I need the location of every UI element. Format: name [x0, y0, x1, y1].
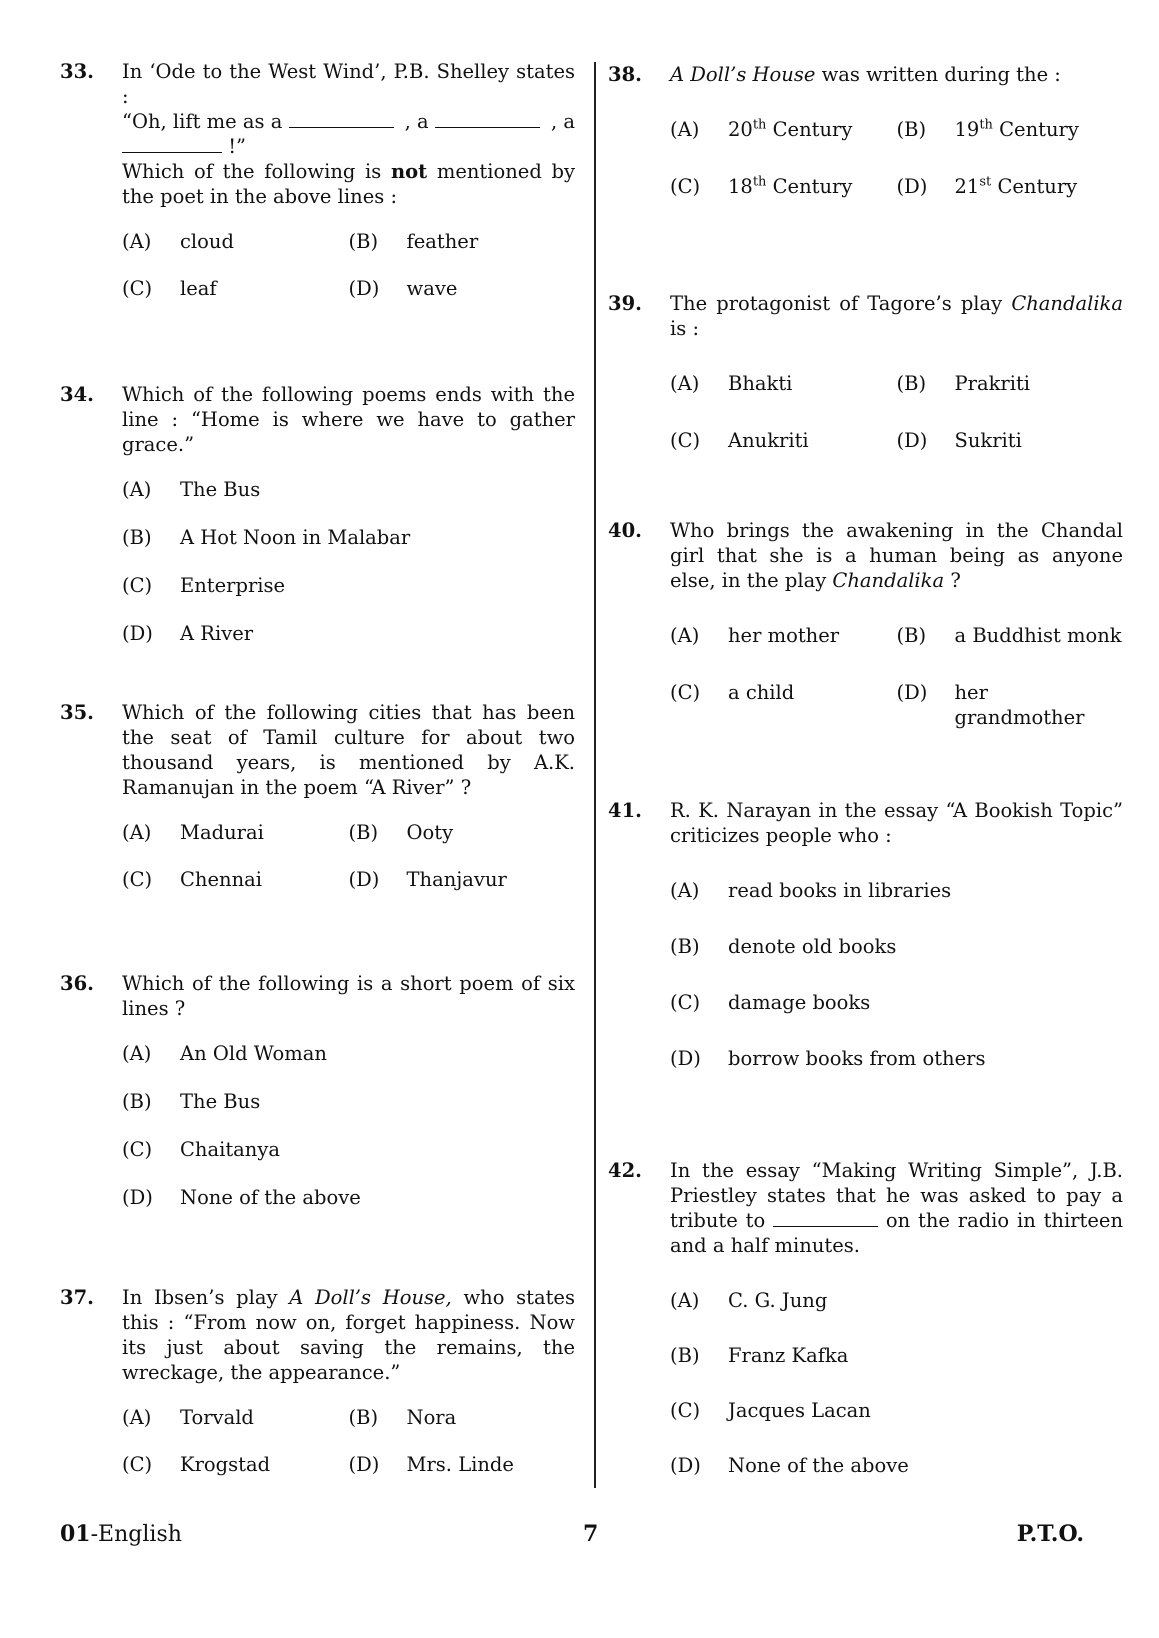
option-c[interactable]: (C) Chennai: [122, 868, 262, 891]
options: [670, 623, 1123, 737]
option-b[interactable]: (B) The Bus: [122, 1090, 261, 1113]
option-a[interactable]: (A) Bhakti: [670, 372, 793, 395]
question-number: 33.: [60, 60, 94, 83]
option-b[interactable]: (B) feather: [348, 230, 479, 253]
question-text: In Ibsen’s play A Doll’s House, who states this : “From now on, forget happiness. Now its just about saving the remains, the wreckage, the appearance.”: [122, 1286, 575, 1384]
question-33: [60, 59, 575, 323]
option-c[interactable]: (C) leaf: [122, 277, 217, 300]
question-text: Which of the following cities that has been the seat of Tamil culture for about two thousand years, is mentioned by A.K. Ramanujan in the poem “A River” ?: [122, 701, 575, 799]
option-d[interactable]: (D) Thanjavur: [348, 868, 507, 891]
question-37: [60, 1285, 575, 1499]
options: [122, 229, 575, 323]
question-35: [60, 700, 575, 914]
option-d[interactable]: (D) None of the above: [122, 1186, 361, 1209]
options: [122, 477, 575, 669]
question-40: [608, 518, 1123, 737]
options: [670, 117, 1123, 231]
question-text: A Doll’s House was written during the :: [670, 63, 1061, 86]
options: [122, 820, 575, 914]
answer-blank: [773, 1208, 878, 1227]
question-text: In the essay “Making Writing Simple”, J.B. Priestley states that he was asked to pay a tribute to on the radio in thirteen and a half minutes.: [670, 1159, 1124, 1257]
option-c[interactable]: (C) damage books: [670, 991, 871, 1014]
options: [670, 878, 1123, 1102]
option-d[interactable]: (D) her grandmother: [896, 681, 1085, 729]
option-a[interactable]: (A) Torvald: [122, 1406, 254, 1429]
question-41: [608, 798, 1123, 1102]
question-text: R. K. Narayan in the essay “A Bookish Topic” criticizes people who :: [670, 799, 1123, 847]
options: [670, 371, 1123, 485]
option-a[interactable]: (A) The Bus: [122, 478, 261, 501]
option-b[interactable]: (B) Prakriti: [896, 372, 1031, 395]
option-d[interactable]: (D) A River: [122, 622, 254, 645]
question-number: 35.: [60, 701, 94, 724]
option-a[interactable]: (A) An Old Woman: [122, 1042, 327, 1065]
answer-blank: [122, 134, 222, 153]
question-text: Which of the following poems ends with the line : “Home is where we have to gather grace.”: [122, 383, 575, 456]
question-39: [608, 291, 1123, 485]
question-number: 40.: [608, 519, 642, 542]
option-b[interactable]: (B) Franz Kafka: [670, 1344, 849, 1367]
option-b[interactable]: (B) denote old books: [670, 935, 897, 958]
option-d[interactable]: (D) Sukriti: [896, 429, 1022, 452]
option-a[interactable]: (A) Madurai: [122, 821, 264, 844]
pto-label: P.T.O.: [1016, 1521, 1084, 1547]
option-d[interactable]: (D) 21st Century: [896, 174, 1078, 198]
option-c[interactable]: (C) Enterprise: [122, 574, 286, 597]
question-number: 41.: [608, 799, 642, 822]
question-42: [608, 1158, 1123, 1508]
option-c[interactable]: (C) a child: [670, 681, 795, 704]
question-number: 42.: [608, 1159, 642, 1182]
option-d[interactable]: (D) None of the above: [670, 1454, 909, 1477]
question-38: [608, 62, 1123, 231]
options: [670, 1288, 1123, 1508]
options: [122, 1405, 575, 1499]
answer-blank: [435, 109, 540, 128]
option-a[interactable]: (A) her mother: [670, 624, 840, 647]
option-a[interactable]: (A) read books in libraries: [670, 879, 952, 902]
question-number: 34.: [60, 383, 94, 406]
question-text: The protagonist of Tagore’s play Chandalika is :: [670, 292, 1123, 340]
question-text: Which of the following is a short poem of six lines ?: [122, 972, 575, 1020]
question-text: Who brings the awakening in the Chandal girl that she is a human being as anyone else, in the play Chandalika ?: [670, 519, 1123, 592]
footer-paper-code: 01-English: [60, 1521, 182, 1547]
option-c[interactable]: (C) Krogstad: [122, 1453, 271, 1476]
option-a[interactable]: (A) cloud: [122, 230, 234, 253]
question-36: [60, 971, 575, 1233]
option-d[interactable]: (D) borrow books from others: [670, 1047, 986, 1070]
page-number: 7: [583, 1521, 599, 1547]
option-d[interactable]: (D) Mrs. Linde: [348, 1453, 514, 1476]
answer-blank: [289, 109, 394, 128]
option-c[interactable]: (C) Chaitanya: [122, 1138, 281, 1161]
option-c[interactable]: (C) Jacques Lacan: [670, 1399, 871, 1422]
question-number: 38.: [608, 63, 642, 86]
question-number: 36.: [60, 972, 94, 995]
options: [122, 1041, 575, 1233]
question-34: [60, 382, 575, 669]
option-d[interactable]: (D) wave: [348, 277, 458, 300]
option-a[interactable]: (A) C. G. Jung: [670, 1289, 828, 1312]
option-c[interactable]: (C) 18th Century: [670, 174, 853, 198]
option-a[interactable]: (A) 20th Century: [670, 117, 853, 141]
question-number: 39.: [608, 292, 642, 315]
column-divider: [594, 62, 596, 1488]
option-b[interactable]: (B) a Buddhist monk: [896, 624, 1122, 647]
option-b[interactable]: (B) A Hot Noon in Malabar: [122, 526, 411, 549]
option-b[interactable]: (B) 19th Century: [896, 117, 1079, 141]
option-b[interactable]: (B) Ooty: [348, 821, 454, 844]
question-number: 37.: [60, 1286, 94, 1309]
question-text: In ‘Ode to the West Wind’, P.B. Shelley states : “Oh, lift me as a , a , a !” Which of the following is not mentioned by the poet in the above lines :: [122, 60, 575, 208]
option-b[interactable]: (B) Nora: [348, 1406, 457, 1429]
option-c[interactable]: (C) Anukriti: [670, 429, 809, 452]
